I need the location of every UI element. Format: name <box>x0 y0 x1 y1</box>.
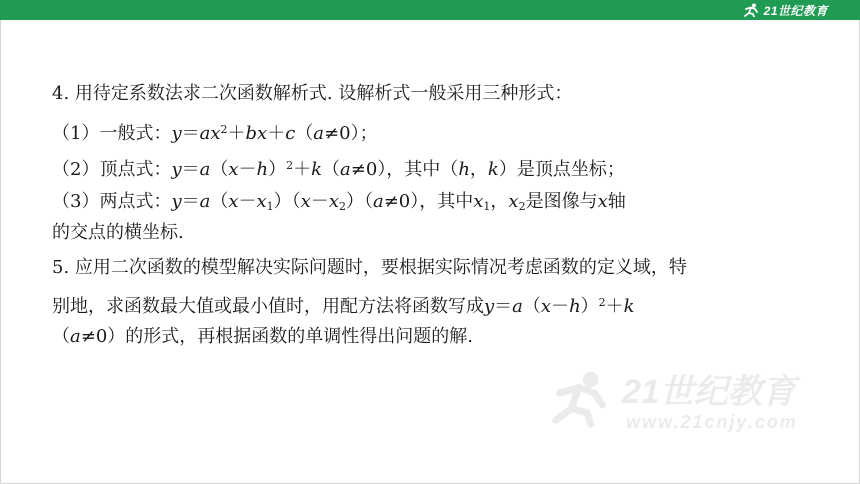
line-intercept-form: （3）两点式：$y=a(x-x_1)(x-x_2)(a\ne 0)$，其中$x_1$，$x_2$是图像与x轴 <box>52 191 626 213</box>
line-general-form: （1）一般式：$y=ax^2+bx+c(a\ne 0)$； <box>52 123 378 144</box>
line-4-title: 4. 用待定系数法求二次函数解析式. 设解析式一般采用三种形式： <box>52 83 573 104</box>
header-bar <box>0 0 860 20</box>
watermark-name: 21世纪教育 <box>622 373 796 411</box>
brand-name: 21世纪教育 <box>763 3 828 18</box>
line-intercept-cont: 的交点的横坐标. <box>52 222 184 243</box>
brand-logo <box>742 2 828 18</box>
line-vertex-form: （2）顶点式：$y=a(x-h)^2+k(a\ne 0)$，其中（h，k）是顶点坐标； <box>52 159 625 180</box>
watermark-url: www.21cnjy.com <box>626 412 798 432</box>
line-5-title: 5. 应用二次函数的模型解决实际问题时，要根据实际情况考虑函数的定义域，特 <box>52 257 687 278</box>
watermark-logo <box>544 358 834 448</box>
runner-icon <box>742 3 760 17</box>
watermark-runner-icon <box>544 362 614 432</box>
line-5-end: （a≠0）的形式，再根据函数的单调性得出问题的解. <box>52 326 474 347</box>
line-5-formula: 别地，求函数最大值或最小值时，用配方法将函数写成$y=a(x-h)^2+k$ <box>52 296 635 317</box>
